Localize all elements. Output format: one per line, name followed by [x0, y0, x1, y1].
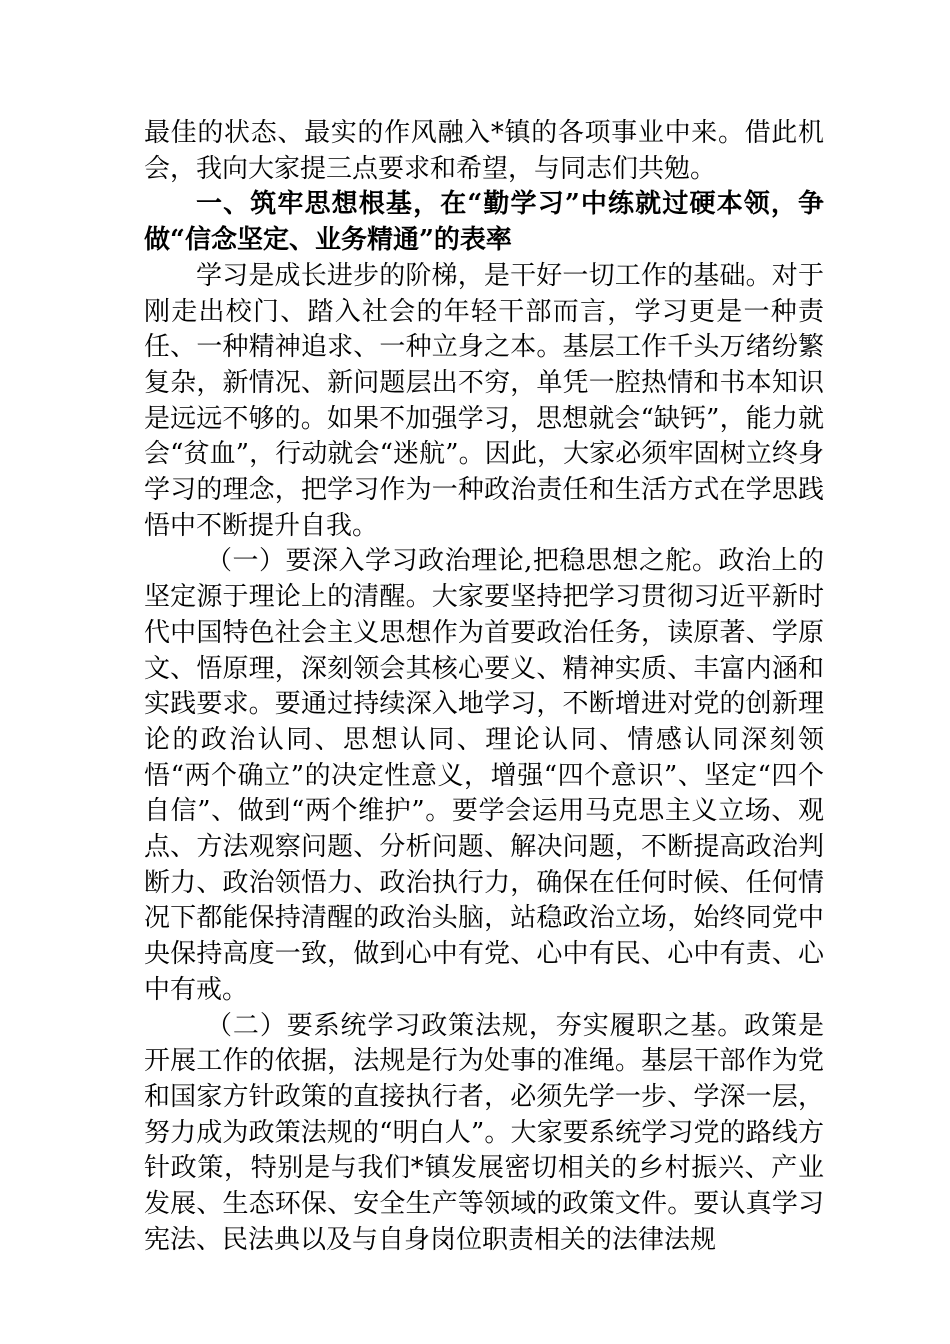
paragraph-section-one-body: 学习是成长进步的阶梯，是干好一切工作的基础。对于刚走出校门、踏入社会的年轻干部而言，学习更是一种责任、一种精神追求、一种立身之本。基层工作千头万绪纷繁复杂，新情况、新问题层出不穷，单凭一腔热情和书本知识是远远不够的。如果不加强学习，思想就会“缺钙”，能力就会“贫血”，行动就会“迷航”。因此，大家必须牢固树立终身学习的理念，把学习作为一种政治责任和生活方式在学思践悟中不断提升自我。 — [144, 260, 824, 541]
section-heading-one: 一、筑牢思想根基，在“勤学习”中练就过硬本领，争做“信念坚定、业务精通”的表率 — [144, 189, 824, 256]
paragraph-intro-continued: 最佳的状态、最实的作风融入*镇的各项事业中来。借此机会，我向大家提三点要求和希望，与同志们共勉。 — [144, 118, 824, 184]
document-body — [144, 116, 824, 1259]
paragraph-subsection-two: （二）要系统学习政策法规，夯实履职之基。政策是开展工作的依据，法规是行为处事的准绳。基层干部作为党和国家方针政策的直接执行者，必须先学一步、学深一层，努力成为政策法规的“明白人”。大家要系统学习党的路线方针政策，特别是与我们*镇发展密切相关的乡村振兴、产业发展、生态环保、安全生产等领域的政策文件。要认真学习宪法、民法典以及与自身岗位职责相关的法律法规 — [144, 1010, 824, 1255]
paragraph-subsection-one: （一）要深入学习政治理论,把稳思想之舵。政治上的坚定源于理论上的清醒。大家要坚持把学习贯彻习近平新时代中国特色社会主义思想作为首要政治任务，读原著、学原文、悟原理，深刻领会其核心要义、精神实质、丰富内涵和实践要求。要通过持续深入地学习，不断增进对党的创新理论的政治认同、思想认同、理论认同、情感认同深刻领悟“两个确立”的决定性意义，增强“四个意识”、坚定“四个自信”、做到“两个维护”。要学会运用马克思主义立场、观点、方法观察问题、分析问题、解决问题，不断提高政治判断力、政治领悟力、政治执行力，确保在任何时候、任何情况下都能保持清醒的政治头脑，站稳政治立场，始终同党中央保持高度一致，做到心中有党、心中有民、心中有责、心中有戒。 — [144, 546, 824, 1005]
